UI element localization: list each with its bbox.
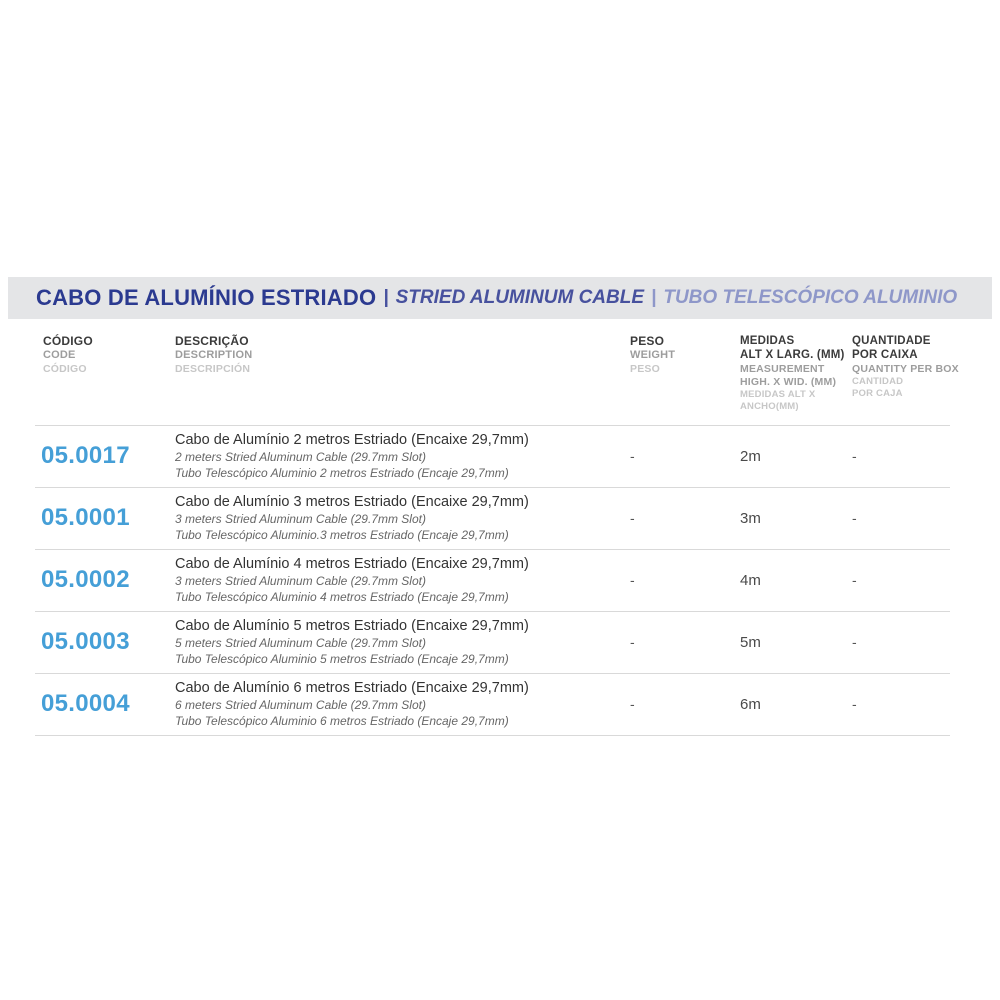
product-table [35, 318, 959, 736]
quantidade-value: - [852, 572, 857, 589]
title-bar [8, 277, 992, 319]
medidas-value: 6m [740, 695, 761, 713]
description-pt: Cabo de Alumínio 3 metros Estriado (Encaixe 29,7mm) [175, 494, 529, 510]
column-header-descricao: DESCRIÇÃO DESCRIPTION DESCRIPCIÓN [175, 334, 253, 375]
column-header-codigo: CÓDIGO CODE CÓDIGO [43, 334, 93, 375]
description-en: 6 meters Stried Aluminum Cable (29.7mm Slot) [175, 697, 426, 712]
description-pt: Cabo de Alumínio 4 metros Estriado (Encaixe 29,7mm) [175, 556, 529, 572]
page-title-en: STRIED ALUMINUM CABLE [395, 287, 645, 308]
product-code: 05.0002 [41, 566, 130, 594]
product-description [172, 679, 630, 730]
medidas-value: 5m [740, 633, 761, 651]
description-pt: Cabo de Alumínio 5 metros Estriado (Encaixe 29,7mm) [175, 618, 529, 634]
product-code: 05.0017 [41, 442, 130, 470]
table-row [35, 674, 950, 736]
table-header [35, 318, 959, 426]
peso-value: - [630, 448, 635, 465]
description-es: Tubo Telescópico Aluminio 6 metros Estriado (Encaje 29,7mm) [175, 713, 509, 728]
table-row [35, 550, 950, 612]
description-en: 2 meters Stried Aluminum Cable (29.7mm Slot) [175, 449, 426, 464]
product-code: 05.0001 [41, 504, 130, 532]
medidas-value: 2m [740, 447, 761, 465]
peso-value: - [630, 510, 635, 527]
page-title-pt: CABO DE ALUMÍNIO ESTRIADO [36, 285, 377, 310]
title-separator: | [651, 287, 657, 308]
column-header-quantidade: QUANTIDADE POR CAIXA QUANTITY PER BOX CANTIDAD POR CAJA [852, 335, 959, 399]
table-row [35, 488, 950, 550]
product-description [172, 431, 630, 482]
column-header-peso: PESO WEIGHT PESO [630, 334, 676, 375]
column-header-medidas: MEDIDAS ALT X LARG. (MM) MEASUREMENT HIGH. X WID. (MM) MEDIDAS ALT X ANCHO(MM) [740, 335, 845, 412]
description-es: Tubo Telescópico Aluminio 5 metros Estriado (Encaje 29,7mm) [175, 651, 509, 666]
peso-value: - [630, 634, 635, 651]
quantidade-value: - [852, 696, 857, 713]
table-row [35, 612, 950, 674]
quantidade-value: - [852, 448, 857, 465]
product-description [172, 617, 630, 668]
description-pt: Cabo de Alumínio 6 metros Estriado (Encaixe 29,7mm) [175, 680, 529, 696]
description-en: 3 meters Stried Aluminum Cable (29.7mm Slot) [175, 511, 426, 526]
page-title-es: TUBO TELESCÓPICO ALUMINIO [663, 287, 958, 308]
medidas-value: 4m [740, 571, 761, 589]
peso-value: - [630, 696, 635, 713]
description-es: Tubo Telescópico Aluminio 4 metros Estriado (Encaje 29,7mm) [175, 589, 509, 604]
description-en: 5 meters Stried Aluminum Cable (29.7mm Slot) [175, 635, 426, 650]
description-es: Tubo Telescópico Aluminio 2 metros Estriado (Encaje 29,7mm) [175, 465, 509, 480]
table-row [35, 426, 950, 488]
description-pt: Cabo de Alumínio 2 metros Estriado (Encaixe 29,7mm) [175, 432, 529, 448]
medidas-value: 3m [740, 509, 761, 527]
quantidade-value: - [852, 510, 857, 527]
product-description [172, 555, 630, 606]
product-description [172, 493, 630, 544]
title-separator: | [383, 287, 389, 308]
peso-value: - [630, 572, 635, 589]
product-code: 05.0003 [41, 628, 130, 656]
quantidade-value: - [852, 634, 857, 651]
description-es: Tubo Telescópico Aluminio.3 metros Estriado (Encaje 29,7mm) [175, 527, 509, 542]
description-en: 3 meters Stried Aluminum Cable (29.7mm Slot) [175, 573, 426, 588]
product-code: 05.0004 [41, 690, 130, 718]
